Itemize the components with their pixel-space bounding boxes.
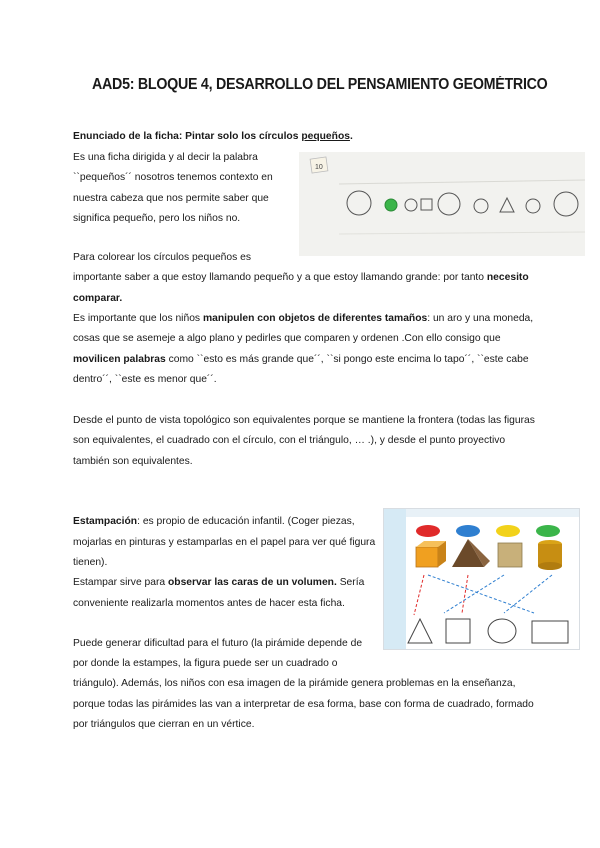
text-span: importante saber a que estoy llamando pequeño y a que estoy llamando grande: por tanto [73,272,487,283]
paragraph-line: Para colorear los círculos pequeños es [73,252,252,263]
task-heading-text: Pintar solo los círculos [185,131,302,142]
text-span: : un aro y una moneda, [427,313,534,324]
text-span: Sería [336,577,365,588]
paragraph-line: Es una ficha dirigida y al decir la palabra [73,152,258,163]
task-heading-underlined: pequeños [301,131,350,142]
paragraph-line: triángulo). Además, los niños con esa imagen de la pirámide genera problemas en la enseñanza, [73,678,516,689]
paragraph-line: nuestra cabeza que nos permite saber que [73,193,269,204]
paragraph-line: dentro´´, ``este es menor que´´. [73,374,217,385]
task-heading-end: . [349,131,353,142]
paragraph-line [73,350,529,370]
text-span: : es propio de educación infantil. (Coger piezas, [137,516,355,527]
paragraph-line: comparar. [73,293,123,304]
task-heading-label: Enunciado de la ficha [73,131,179,142]
paragraph-line: porque todas las pirámides las van a interpretar de esa forma, base con forma de cuadrado, formado [73,699,534,710]
text-span: Estampar sirve para [73,577,168,588]
paragraph-line [73,512,355,532]
bold-span: movilicen palabras [73,354,166,365]
task-heading [73,127,353,147]
bold-span: observar las caras de un volumen. [168,577,337,588]
paragraph-line [73,309,533,329]
bold-span: Estampación [73,516,138,527]
bold-span: manipulen con objetos de diferentes tamaños [202,313,428,324]
paragraph-line: son equivalentes, el cuadrado con el círculo, con el triángulo, … .), y desde el punto proyectivo [73,435,506,446]
task-heading-colon: : [178,131,186,142]
paragraph-line: conveniente realizarla momentos antes de hacer esta ficha. [73,598,345,609]
paragraph-line: mojarlas en pinturas y estamparlas en el papel para ver qué figura [73,537,376,548]
paragraph-line: también son equivalentes. [73,456,193,467]
worksheet-stamping-image [383,508,580,650]
bold-span: necesito [486,272,529,283]
paragraph-line: por donde la estampes, la figura puede ser un cuadrado o [73,658,338,669]
paragraph-line [73,573,364,593]
paragraph-line: por triángulos que cierran en un vértice. [73,719,255,730]
text-span: como ``esto es más grande que´´, ``si pongo este encima lo tapo´´, ``este cabe [165,354,529,365]
worksheet-circles-image [299,152,585,256]
paragraph-line: Puede generar dificultad para el futuro (la pirámide depende de [73,638,363,649]
paragraph-line: tienen). [73,557,108,568]
paragraph-line: significa pequeño, pero los niños no. [73,213,241,224]
page-title: AAD5: BLOQUE 4, DESARROLLO DEL PENSAMIENTO GEOMÉTRICO [92,76,548,93]
paragraph-line: Desde el punto de vista topológico son equivalentes porque se mantiene la frontera (todas las figuras [73,415,535,426]
paragraph-line [73,268,529,288]
worksheet-badge: 10 [315,164,323,171]
paragraph-line: ``pequeños´´ nosotros tenemos contexto en [73,172,273,183]
paragraph-line: cosas que se asemeje a algo plano y pedirles que comparen y ordenen .Con ello consigo que [73,333,501,344]
text-span: Es importante que los niños [73,313,203,324]
